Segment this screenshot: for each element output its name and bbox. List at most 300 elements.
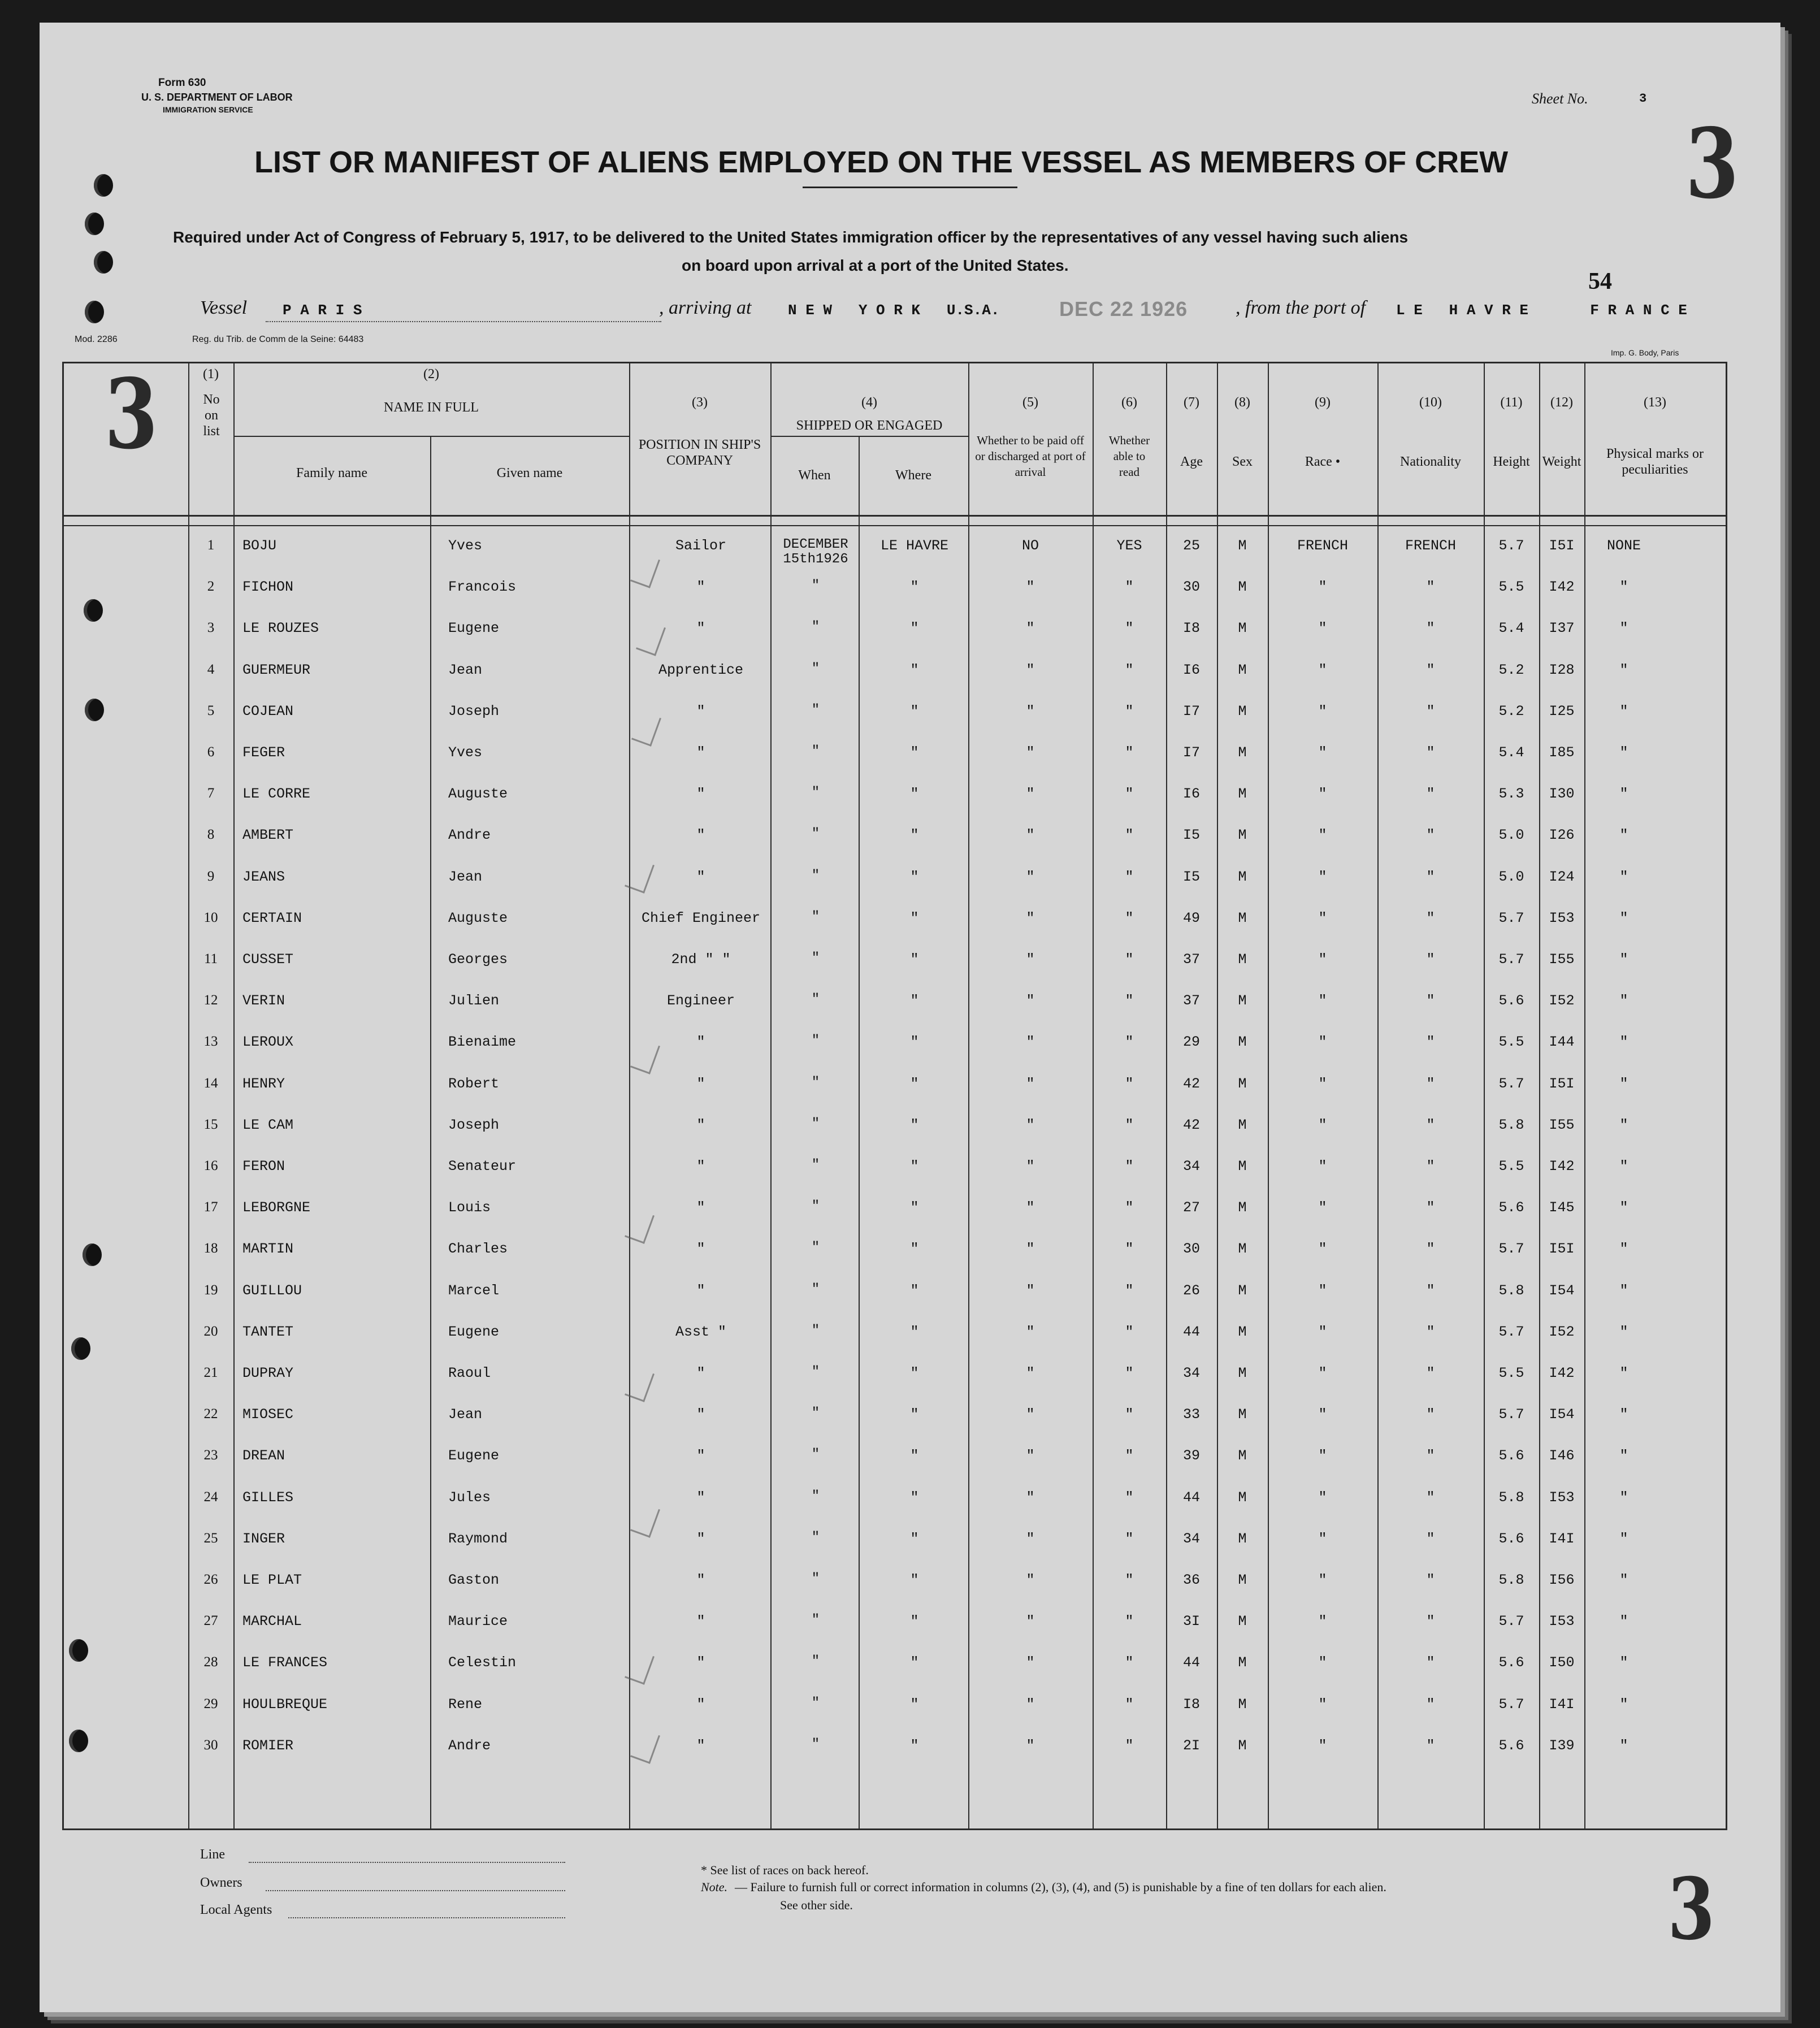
- cell-given: Raoul: [448, 1365, 491, 1381]
- table-row: [64, 1531, 1726, 1572]
- cell-when: ": [811, 578, 820, 594]
- cell-position: ": [696, 1406, 705, 1423]
- cell-marks: ": [1619, 1323, 1628, 1340]
- cell-marks: ": [1619, 1282, 1628, 1299]
- cell-no: 28: [203, 1654, 218, 1670]
- cell-position: ": [696, 1199, 705, 1216]
- cell-family: HENRY: [242, 1075, 285, 1092]
- table-row: [64, 1489, 1726, 1531]
- cell-nat: ": [1426, 1530, 1435, 1547]
- table-row: [64, 910, 1726, 951]
- cell-family: INGER: [242, 1530, 285, 1547]
- cell-height: 5.2: [1498, 703, 1524, 720]
- cell-height: 5.6: [1498, 1530, 1524, 1547]
- cell-read: ": [1125, 661, 1134, 678]
- cell-height: 5.7: [1498, 1696, 1524, 1713]
- page-number: 54: [1588, 268, 1612, 294]
- table-row: [64, 703, 1726, 744]
- cell-given: Jean: [448, 868, 483, 885]
- cell-height: 5.8: [1498, 1116, 1524, 1133]
- cell-nat: ": [1426, 1737, 1435, 1754]
- cell-weight: I55: [1549, 951, 1575, 968]
- cell-where: ": [910, 951, 919, 968]
- cell-nat: ": [1426, 1613, 1435, 1630]
- cell-nat: ": [1426, 1116, 1435, 1133]
- cell-family: GILLES: [242, 1489, 294, 1506]
- cell-when: ": [811, 1281, 820, 1297]
- cell-family: VERIN: [242, 993, 285, 1009]
- cell-nat: FRENCH: [1405, 538, 1456, 554]
- cell-paid: ": [1026, 1199, 1035, 1216]
- col-3-header: POSITION IN SHIP'S COMPANY: [638, 437, 761, 468]
- cell-race: ": [1318, 1158, 1327, 1175]
- cell-height: 5.7: [1498, 1075, 1524, 1092]
- cell-marks: ": [1619, 1406, 1628, 1423]
- corner-sheet-mark: 3: [1685, 107, 1739, 220]
- cell-no: 19: [203, 1282, 218, 1298]
- cell-weight: I85: [1549, 744, 1575, 761]
- cell-no: 9: [207, 868, 215, 884]
- col-6-header: Whether able to read: [1108, 434, 1150, 479]
- cell-nat: ": [1426, 1282, 1435, 1299]
- cell-nat: ": [1426, 951, 1435, 968]
- table-row: [64, 1199, 1726, 1241]
- cell-sex: M: [1238, 1075, 1247, 1092]
- cell-nat: ": [1426, 1406, 1435, 1423]
- cell-age: 34: [1182, 1365, 1200, 1381]
- cell-given: Andre: [448, 827, 491, 844]
- cell-no: 18: [203, 1241, 218, 1256]
- table-row: [64, 1365, 1726, 1406]
- cell-height: 5.0: [1498, 827, 1524, 844]
- cell-where: ": [910, 1323, 919, 1340]
- cell-age: 34: [1182, 1158, 1200, 1175]
- cell-when: ": [811, 951, 820, 966]
- cell-position: ": [696, 579, 705, 596]
- col-4a-header: When: [798, 468, 831, 483]
- cell-read: ": [1125, 786, 1134, 803]
- cell-marks: ": [1619, 579, 1628, 596]
- cell-when: ": [811, 1199, 820, 1215]
- cell-position: ": [696, 1572, 705, 1588]
- cell-position: ": [696, 1489, 705, 1506]
- cell-when: ": [811, 1529, 820, 1545]
- cell-weight: I42: [1549, 1158, 1575, 1175]
- cell-where: ": [910, 1489, 919, 1506]
- cell-no: 14: [203, 1075, 218, 1091]
- cell-read: ": [1125, 1075, 1134, 1092]
- table-row: [64, 1406, 1726, 1448]
- cell-age: 44: [1182, 1323, 1200, 1340]
- cell-nat: ": [1426, 993, 1435, 1009]
- cell-sex: M: [1238, 1530, 1247, 1547]
- cell-race: ": [1318, 909, 1327, 926]
- cell-no: 5: [207, 703, 215, 718]
- cell-given: Yves: [448, 744, 483, 761]
- cell-family: HOULBREQUE: [242, 1696, 328, 1713]
- cell-nat: ": [1426, 1365, 1435, 1381]
- cell-weight: I53: [1549, 1489, 1575, 1506]
- cell-family: GUILLOU: [242, 1282, 302, 1299]
- cell-family: MIOSEC: [242, 1406, 294, 1423]
- cell-nat: ": [1426, 1158, 1435, 1175]
- cell-when: ": [811, 1695, 820, 1711]
- cell-height: 5.6: [1498, 1199, 1524, 1216]
- cell-where: ": [910, 827, 919, 844]
- cell-read: ": [1125, 1613, 1134, 1630]
- table-row: [64, 620, 1726, 661]
- cell-age: 49: [1182, 909, 1200, 926]
- cell-where: ": [910, 744, 919, 761]
- cell-sex: M: [1238, 1365, 1247, 1381]
- cell-nat: ": [1426, 1572, 1435, 1588]
- cell-given: Celestin: [448, 1654, 517, 1671]
- cell-where: ": [910, 909, 919, 926]
- cell-family: JEANS: [242, 868, 285, 885]
- cell-paid: ": [1026, 1489, 1035, 1506]
- cell-race: ": [1318, 1282, 1327, 1299]
- col-5-header: Whether to be paid off or discharged at port of arrival: [975, 434, 1086, 479]
- cell-sex: M: [1238, 1654, 1247, 1671]
- cell-marks: ": [1619, 786, 1628, 803]
- cell-race: ": [1318, 827, 1327, 844]
- cell-position: ": [696, 1116, 705, 1133]
- cell-position: Engineer: [666, 993, 735, 1009]
- cell-family: LEBORGNE: [242, 1199, 311, 1216]
- cell-position: Sailor: [675, 538, 726, 554]
- form-number: Form 630: [158, 77, 206, 89]
- cell-position: ": [696, 1241, 705, 1258]
- cell-marks: ": [1619, 1572, 1628, 1588]
- cell-family: FICHON: [242, 579, 294, 596]
- cell-family: TANTET: [242, 1323, 294, 1340]
- cell-where: ": [910, 1241, 919, 1258]
- cell-read: ": [1125, 868, 1134, 885]
- cell-sex: M: [1238, 1158, 1247, 1175]
- cell-position: ": [696, 620, 705, 637]
- cell-sex: M: [1238, 744, 1247, 761]
- manifest-sheet: [40, 23, 1780, 2012]
- cell-given: Jules: [448, 1489, 491, 1506]
- cell-weight: I52: [1549, 1323, 1575, 1340]
- bottom-sheet-mark: 3: [1667, 1860, 1715, 1959]
- cell-when: ": [811, 909, 820, 925]
- cell-race: ": [1318, 1075, 1327, 1092]
- departure-port: L E H A V R E F R A N C E: [1396, 302, 1687, 319]
- cell-paid: ": [1026, 1034, 1035, 1051]
- table-row: [64, 538, 1726, 579]
- cell-sex: M: [1238, 1034, 1247, 1051]
- table-row: [64, 1117, 1726, 1158]
- cell-family: ROMIER: [242, 1737, 294, 1754]
- cell-where: ": [910, 1075, 919, 1092]
- cell-weight: I24: [1549, 868, 1575, 885]
- cell-sex: M: [1238, 538, 1247, 554]
- cell-marks: ": [1619, 1489, 1628, 1506]
- cell-nat: ": [1426, 1489, 1435, 1506]
- cell-weight: I5I: [1549, 538, 1575, 554]
- cell-paid: ": [1026, 827, 1035, 844]
- sheet-number-value: 3: [1639, 92, 1647, 106]
- cell-given: Robert: [448, 1075, 500, 1092]
- cell-family: LEROUX: [242, 1034, 294, 1051]
- cell-when: ": [811, 1406, 820, 1422]
- cell-sex: M: [1238, 1448, 1247, 1464]
- col-5-number: (5): [1022, 395, 1038, 410]
- cell-nat: ": [1426, 703, 1435, 720]
- cell-nat: ": [1426, 786, 1435, 803]
- cell-nat: ": [1426, 868, 1435, 885]
- cell-height: 5.8: [1498, 1489, 1524, 1506]
- cell-marks: ": [1619, 1075, 1628, 1092]
- col-2a-header: Family name: [296, 466, 367, 480]
- cell-position: ": [696, 1613, 705, 1630]
- cell-race: ": [1318, 1696, 1327, 1713]
- cell-race: ": [1318, 1613, 1327, 1630]
- cell-where: ": [910, 1034, 919, 1051]
- cell-race: ": [1318, 1116, 1327, 1133]
- cell-given: Auguste: [448, 786, 508, 803]
- cell-where: ": [910, 1654, 919, 1671]
- cell-paid: ": [1026, 1572, 1035, 1588]
- cell-nat: ": [1426, 1323, 1435, 1340]
- cell-height: 5.7: [1498, 1241, 1524, 1258]
- cell-marks: ": [1619, 1034, 1628, 1051]
- cell-height: 5.6: [1498, 1737, 1524, 1754]
- cell-nat: ": [1426, 909, 1435, 926]
- cell-race: ": [1318, 703, 1327, 720]
- cell-sex: M: [1238, 1116, 1247, 1133]
- cell-family: FERON: [242, 1158, 285, 1175]
- col-10-number: (10): [1419, 395, 1442, 410]
- cell-position: ": [696, 827, 705, 844]
- cell-family: MARTIN: [242, 1241, 294, 1258]
- col-13-number: (13): [1644, 395, 1666, 410]
- cell-height: 5.8: [1498, 1282, 1524, 1299]
- cell-marks: ": [1619, 620, 1628, 637]
- cell-height: 5.5: [1498, 1365, 1524, 1381]
- cell-marks: ": [1619, 703, 1628, 720]
- mod-number: Mod. 2286: [75, 335, 118, 344]
- cell-age: 33: [1182, 1406, 1200, 1423]
- cell-sex: M: [1238, 1613, 1247, 1630]
- table-row: [64, 1076, 1726, 1117]
- cell-paid: ": [1026, 868, 1035, 885]
- cell-position: ": [696, 1158, 705, 1175]
- cell-read: ": [1125, 1737, 1134, 1754]
- cell-height: 5.0: [1498, 868, 1524, 885]
- port-label: , from the port of: [1236, 297, 1366, 318]
- cell-family: DREAN: [242, 1448, 285, 1464]
- table-row: [64, 579, 1726, 620]
- arrival-port: N E W Y O R K U.S.A.: [788, 302, 1000, 319]
- cell-position: ": [696, 868, 705, 885]
- table-row: [64, 1613, 1726, 1654]
- cell-weight: I28: [1549, 661, 1575, 678]
- cell-sex: M: [1238, 993, 1247, 1009]
- cell-position: ": [696, 1696, 705, 1713]
- cell-where: ": [910, 1530, 919, 1547]
- cell-weight: I37: [1549, 620, 1575, 637]
- cell-no: 6: [207, 744, 215, 760]
- cell-where: ": [910, 703, 919, 720]
- cell-nat: ": [1426, 1654, 1435, 1671]
- cell-given: Charles: [448, 1241, 508, 1258]
- cell-given: Louis: [448, 1199, 491, 1216]
- cell-given: Joseph: [448, 1116, 500, 1133]
- cell-paid: ": [1026, 1282, 1035, 1299]
- cell-weight: I45: [1549, 1199, 1575, 1216]
- cell-weight: I53: [1549, 1613, 1575, 1630]
- cell-age: 30: [1182, 579, 1200, 596]
- cell-when: ": [811, 1074, 820, 1090]
- cell-given: Rene: [448, 1696, 483, 1713]
- cell-weight: I42: [1549, 579, 1575, 596]
- cell-family: GUERMEUR: [242, 661, 311, 678]
- cell-sex: M: [1238, 827, 1247, 844]
- cell-age: I7: [1182, 703, 1200, 720]
- cell-race: ": [1318, 1406, 1327, 1423]
- cell-race: ": [1318, 1489, 1327, 1506]
- cell-when: ": [811, 1613, 820, 1628]
- col-1-number: (1): [203, 367, 219, 382]
- col-11-number: (11): [1500, 395, 1523, 410]
- cell-when: ": [811, 868, 820, 883]
- col-1-header: No on list: [203, 392, 220, 439]
- col-13-header: Physical marks or peculiarities: [1606, 447, 1704, 477]
- cell-marks: ": [1619, 1199, 1628, 1216]
- table-row: [64, 1654, 1726, 1696]
- cell-paid: ": [1026, 620, 1035, 637]
- cell-no: 2: [207, 579, 215, 595]
- cell-given: Jean: [448, 661, 483, 678]
- cell-height: 5.5: [1498, 579, 1524, 596]
- see-other-side-note: See other side.: [780, 1898, 853, 1912]
- cell-age: 2I: [1182, 1737, 1200, 1754]
- cell-given: Andre: [448, 1737, 491, 1754]
- cell-family: LE CORRE: [242, 786, 311, 803]
- cell-no: 10: [203, 909, 218, 925]
- cell-sex: M: [1238, 661, 1247, 678]
- cell-race: ": [1318, 1737, 1327, 1754]
- cell-paid: ": [1026, 1075, 1035, 1092]
- table-row: [64, 827, 1726, 868]
- cell-race: ": [1318, 1241, 1327, 1258]
- table-row: [64, 1282, 1726, 1324]
- cell-sex: M: [1238, 909, 1247, 926]
- cell-paid: ": [1026, 1530, 1035, 1547]
- col-11-header: Height: [1493, 454, 1530, 469]
- cell-when: ": [811, 1240, 820, 1256]
- cell-read: ": [1125, 579, 1134, 596]
- cell-weight: I4I: [1549, 1696, 1575, 1713]
- cell-position: ": [696, 1654, 705, 1671]
- cell-when: ": [811, 1323, 820, 1338]
- cell-age: 37: [1182, 993, 1200, 1009]
- cell-where: ": [910, 1365, 919, 1381]
- cell-paid: ": [1026, 993, 1035, 1009]
- cell-marks: ": [1619, 1737, 1628, 1754]
- col-9-number: (9): [1315, 395, 1331, 410]
- cell-nat: ": [1426, 620, 1435, 637]
- cell-family: LE PLAT: [242, 1572, 302, 1588]
- cell-where: ": [910, 993, 919, 1009]
- col-12-header: Weight: [1542, 454, 1581, 469]
- cell-no: 15: [203, 1116, 218, 1132]
- cell-weight: I25: [1549, 703, 1575, 720]
- cell-paid: ": [1026, 1737, 1035, 1754]
- cell-read: ": [1125, 909, 1134, 926]
- cell-age: 25: [1182, 538, 1200, 554]
- table-row: [64, 993, 1726, 1034]
- cell-marks: ": [1619, 1116, 1628, 1133]
- cell-where: ": [910, 1199, 919, 1216]
- cell-height: 5.7: [1498, 538, 1524, 554]
- races-note: * See list of races on back hereof.: [701, 1863, 869, 1877]
- cell-no: 30: [203, 1737, 218, 1753]
- cell-read: YES: [1116, 538, 1142, 554]
- cell-height: 5.7: [1498, 1613, 1524, 1630]
- cell-paid: ": [1026, 1365, 1035, 1381]
- title-underline: [803, 187, 1017, 188]
- cell-weight: I39: [1549, 1737, 1575, 1754]
- cell-family: LE ROUZES: [242, 620, 319, 637]
- cell-when: ": [811, 1116, 820, 1132]
- table-row: [64, 1324, 1726, 1365]
- cell-paid: ": [1026, 1406, 1035, 1423]
- cell-read: ": [1125, 827, 1134, 844]
- cell-position: Apprentice: [658, 661, 744, 678]
- cell-paid: ": [1026, 661, 1035, 678]
- cell-where: ": [910, 1406, 919, 1423]
- cell-height: 5.6: [1498, 1448, 1524, 1464]
- cell-when: ": [811, 661, 820, 677]
- cell-given: Bienaime: [448, 1034, 517, 1051]
- cell-when: ": [811, 1447, 820, 1463]
- table-row: [64, 1241, 1726, 1282]
- cell-where: ": [910, 1116, 919, 1133]
- vessel-underline: [266, 321, 661, 322]
- cell-age: I5: [1182, 827, 1200, 844]
- owners-label: Owners: [200, 1875, 242, 1890]
- printer-label: Imp. G. Body, Paris: [1611, 348, 1679, 357]
- cell-where: ": [910, 868, 919, 885]
- col-3-number: (3): [692, 395, 708, 410]
- cell-position: ": [696, 1365, 705, 1381]
- subtitle-line-1: Required under Act of Congress of February 5, 1917, to be delivered to the United States immigration officer by the representatives of any vessel having such aliens: [173, 228, 1409, 246]
- cell-age: 36: [1182, 1572, 1200, 1588]
- cell-weight: I54: [1549, 1406, 1575, 1423]
- cell-sex: M: [1238, 951, 1247, 968]
- cell-position: ": [696, 703, 705, 720]
- cell-age: 44: [1182, 1654, 1200, 1671]
- cell-marks: ": [1619, 951, 1628, 968]
- cell-height: 5.5: [1498, 1158, 1524, 1175]
- cell-marks: NONE: [1606, 538, 1641, 554]
- cell-age: 29: [1182, 1034, 1200, 1051]
- cell-nat: ": [1426, 1696, 1435, 1713]
- cell-weight: I30: [1549, 786, 1575, 803]
- cell-sex: M: [1238, 1572, 1247, 1588]
- cell-position: ": [696, 1034, 705, 1051]
- cell-where: ": [910, 1737, 919, 1754]
- cell-read: ": [1125, 1365, 1134, 1381]
- table-row: [64, 951, 1726, 993]
- cell-height: 5.6: [1498, 1654, 1524, 1671]
- cell-age: I8: [1182, 620, 1200, 637]
- cell-weight: I50: [1549, 1654, 1575, 1671]
- cell-when: ": [811, 826, 820, 842]
